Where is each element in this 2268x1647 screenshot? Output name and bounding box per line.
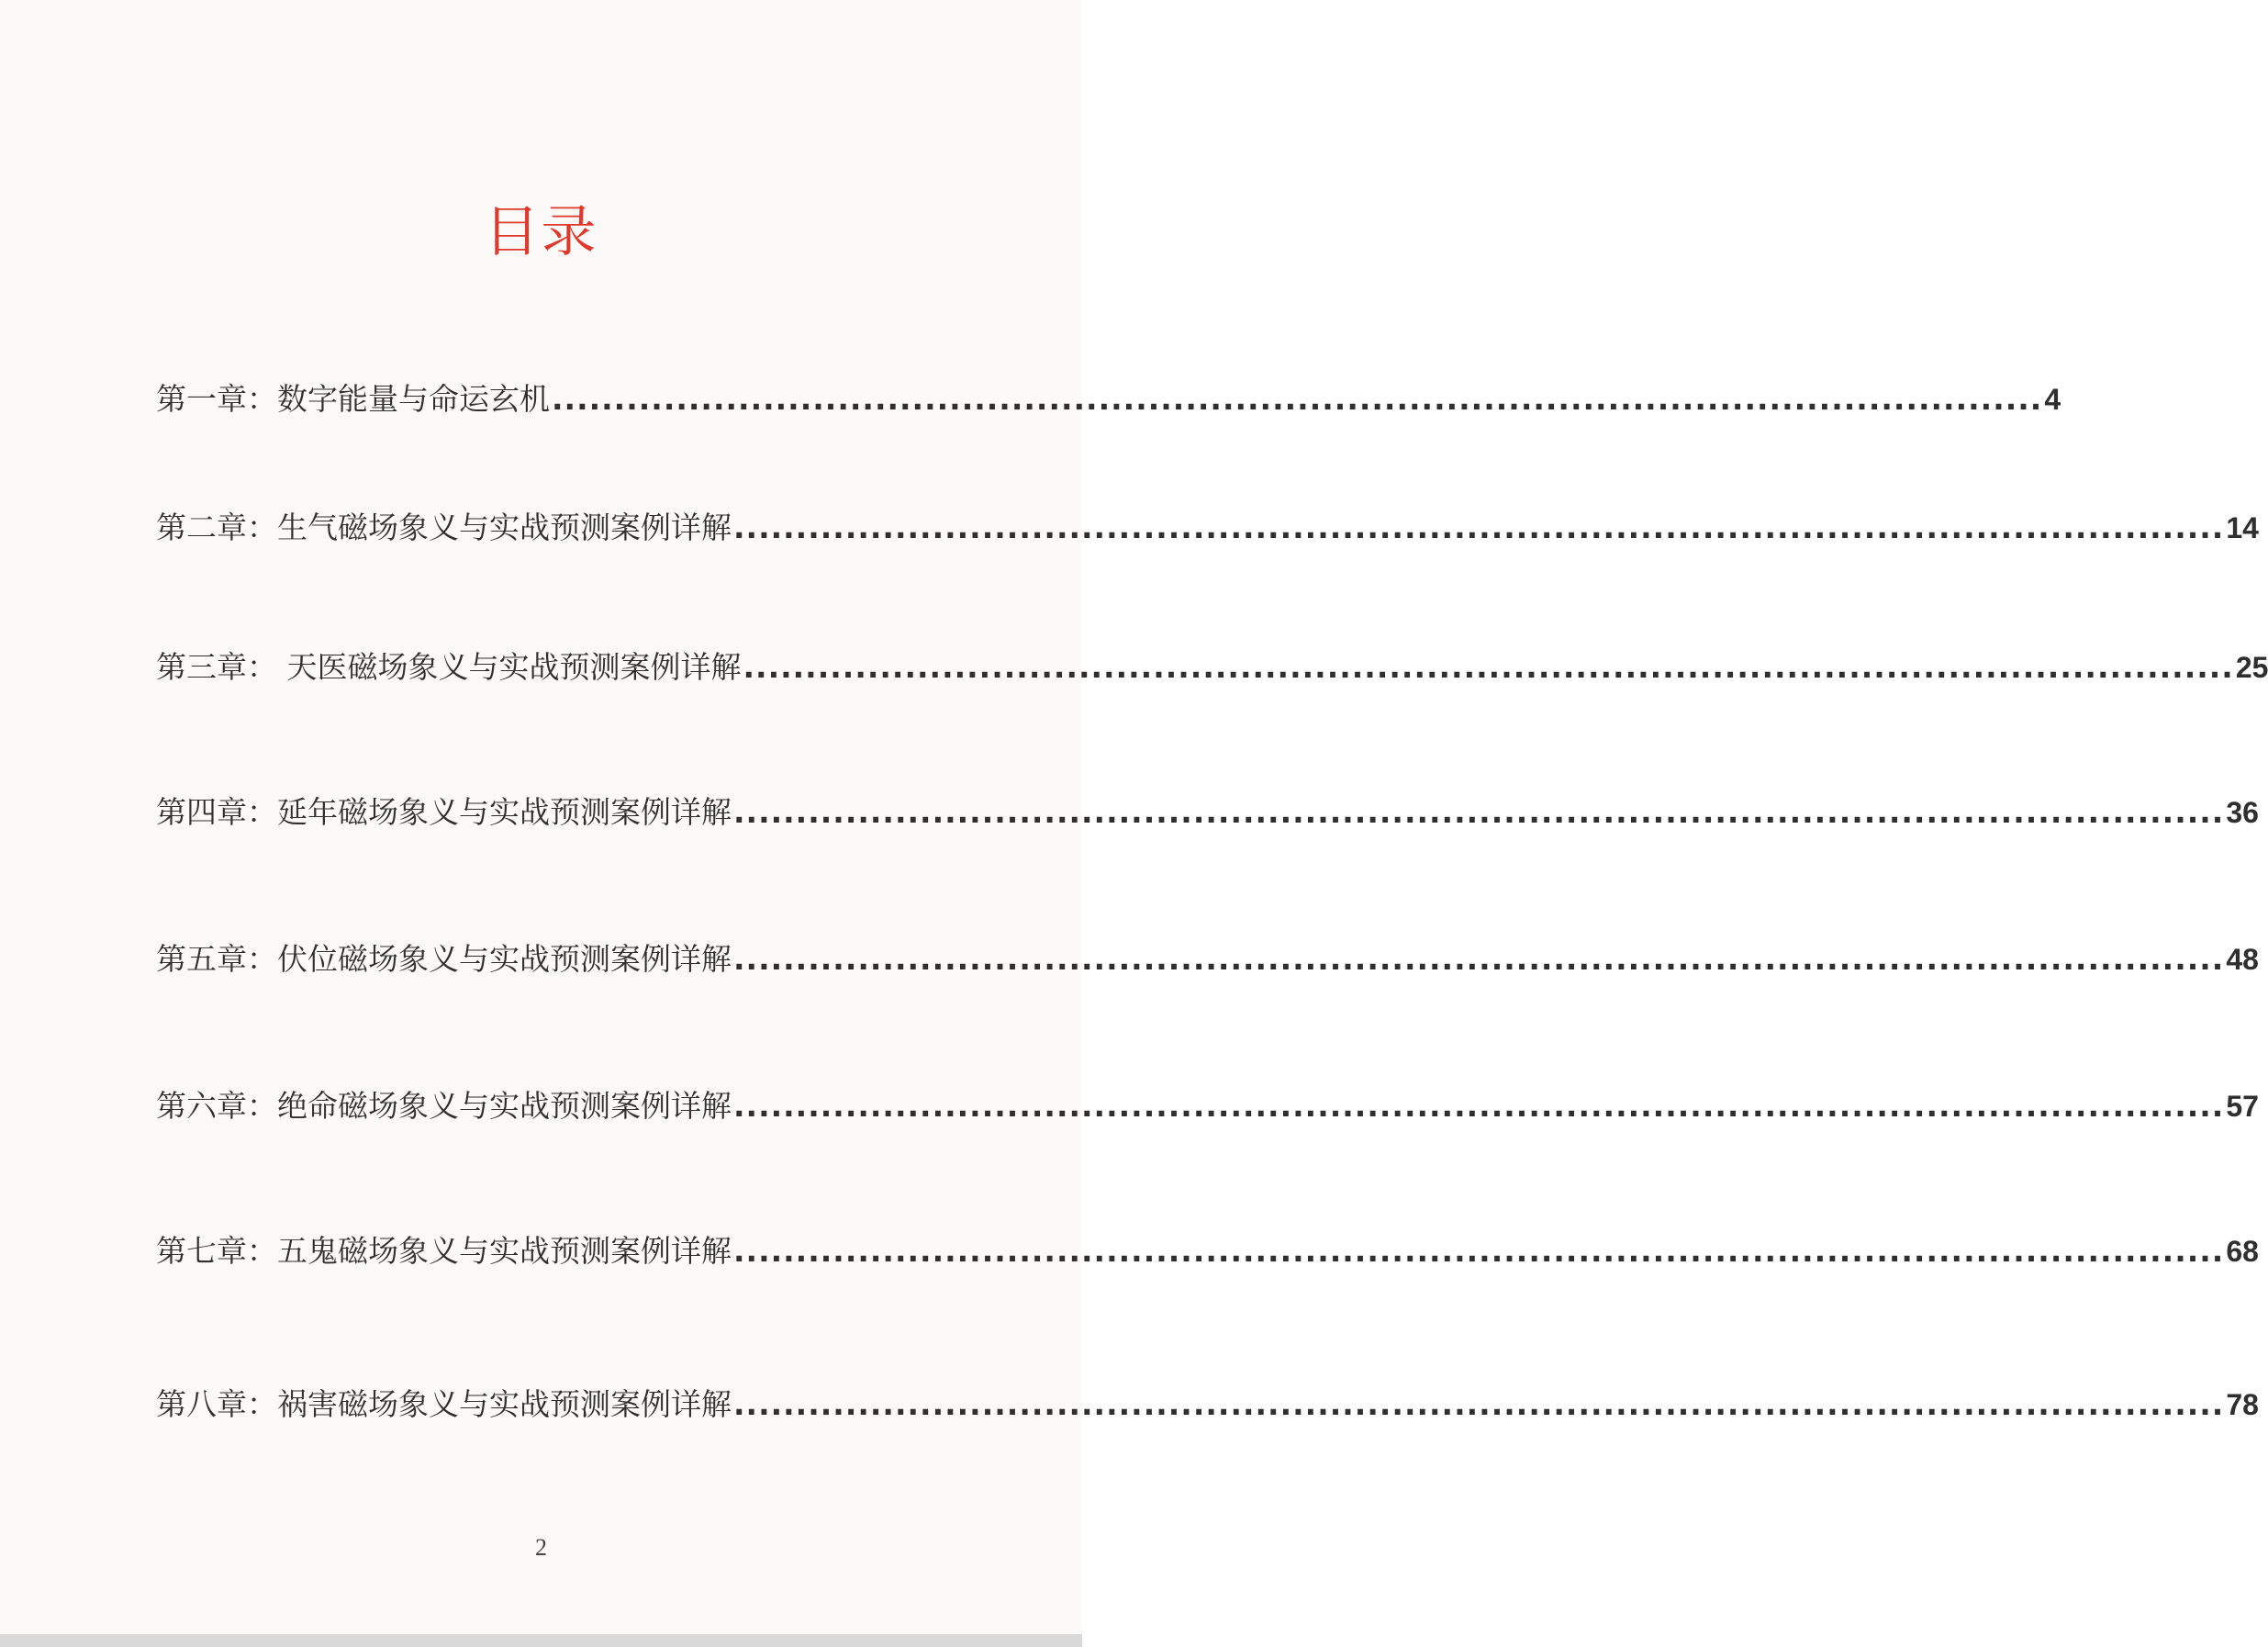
toc-entry-title: 第三章： 天医磁场象义与实战预测案例详解 <box>156 649 742 685</box>
page-title: 目录 <box>484 200 598 264</box>
toc-entry-page: 48 <box>2226 943 2259 976</box>
toc-entry-title: 第六章：绝命磁场象义与实战预测案例详解 <box>156 1088 732 1124</box>
toc-entry-title: 第五章：伏位磁场象义与实战预测案例详解 <box>156 941 732 977</box>
toc-dot-leader: ........................................................................................................................ <box>733 1088 2225 1124</box>
toc-entry-page: 57 <box>2226 1090 2259 1123</box>
toc-entry-title: 第八章：祸害磁场象义与实战预测案例详解 <box>156 1386 732 1422</box>
toc-dot-leader: ........................................................................................................................ <box>552 381 2043 417</box>
scan-edge <box>0 1634 1082 1647</box>
toc-dot-leader: ........................................................................................................................ <box>733 510 2225 545</box>
toc-entry-page: 14 <box>2226 511 2259 544</box>
toc-dot-leader: ........................................................................................................................ <box>733 1233 2225 1269</box>
toc-dot-leader: ........................................................................................................................ <box>743 649 2234 685</box>
toc-entry-page: 36 <box>2226 796 2259 829</box>
toc-entry-title: 第二章：生气磁场象义与实战预测案例详解 <box>156 510 732 545</box>
toc-dot-leader: ........................................................................................................................ <box>733 941 2225 977</box>
toc-entry-title: 第七章：五鬼磁场象义与实战预测案例详解 <box>156 1233 732 1269</box>
toc-entry-6[interactable] <box>156 1079 2259 1126</box>
toc-entry-page: 25 <box>2235 651 2268 684</box>
toc-entry-title: 第四章：延年磁场象义与实战预测案例详解 <box>156 794 732 830</box>
toc-entry-8[interactable] <box>156 1377 2259 1425</box>
toc-entry-page: 68 <box>2226 1235 2259 1268</box>
toc-entry-7[interactable] <box>156 1224 2259 1272</box>
toc-entry-3[interactable] <box>156 640 2268 688</box>
toc-entry-5[interactable] <box>156 932 2259 980</box>
toc-dot-leader: ........................................................................................................................ <box>733 1386 2225 1422</box>
toc-dot-leader: ........................................................................................................................ <box>733 794 2225 830</box>
toc-entry-4[interactable] <box>156 785 2259 833</box>
toc-entry-2[interactable] <box>156 500 2259 548</box>
toc-entry-page: 78 <box>2226 1388 2259 1421</box>
toc-entry-title: 第一章：数字能量与命运玄机 <box>156 381 550 417</box>
page-number: 2 <box>535 1534 547 1561</box>
toc-entry-page: 4 <box>2044 383 2061 416</box>
toc-entry-1[interactable] <box>156 372 2061 420</box>
